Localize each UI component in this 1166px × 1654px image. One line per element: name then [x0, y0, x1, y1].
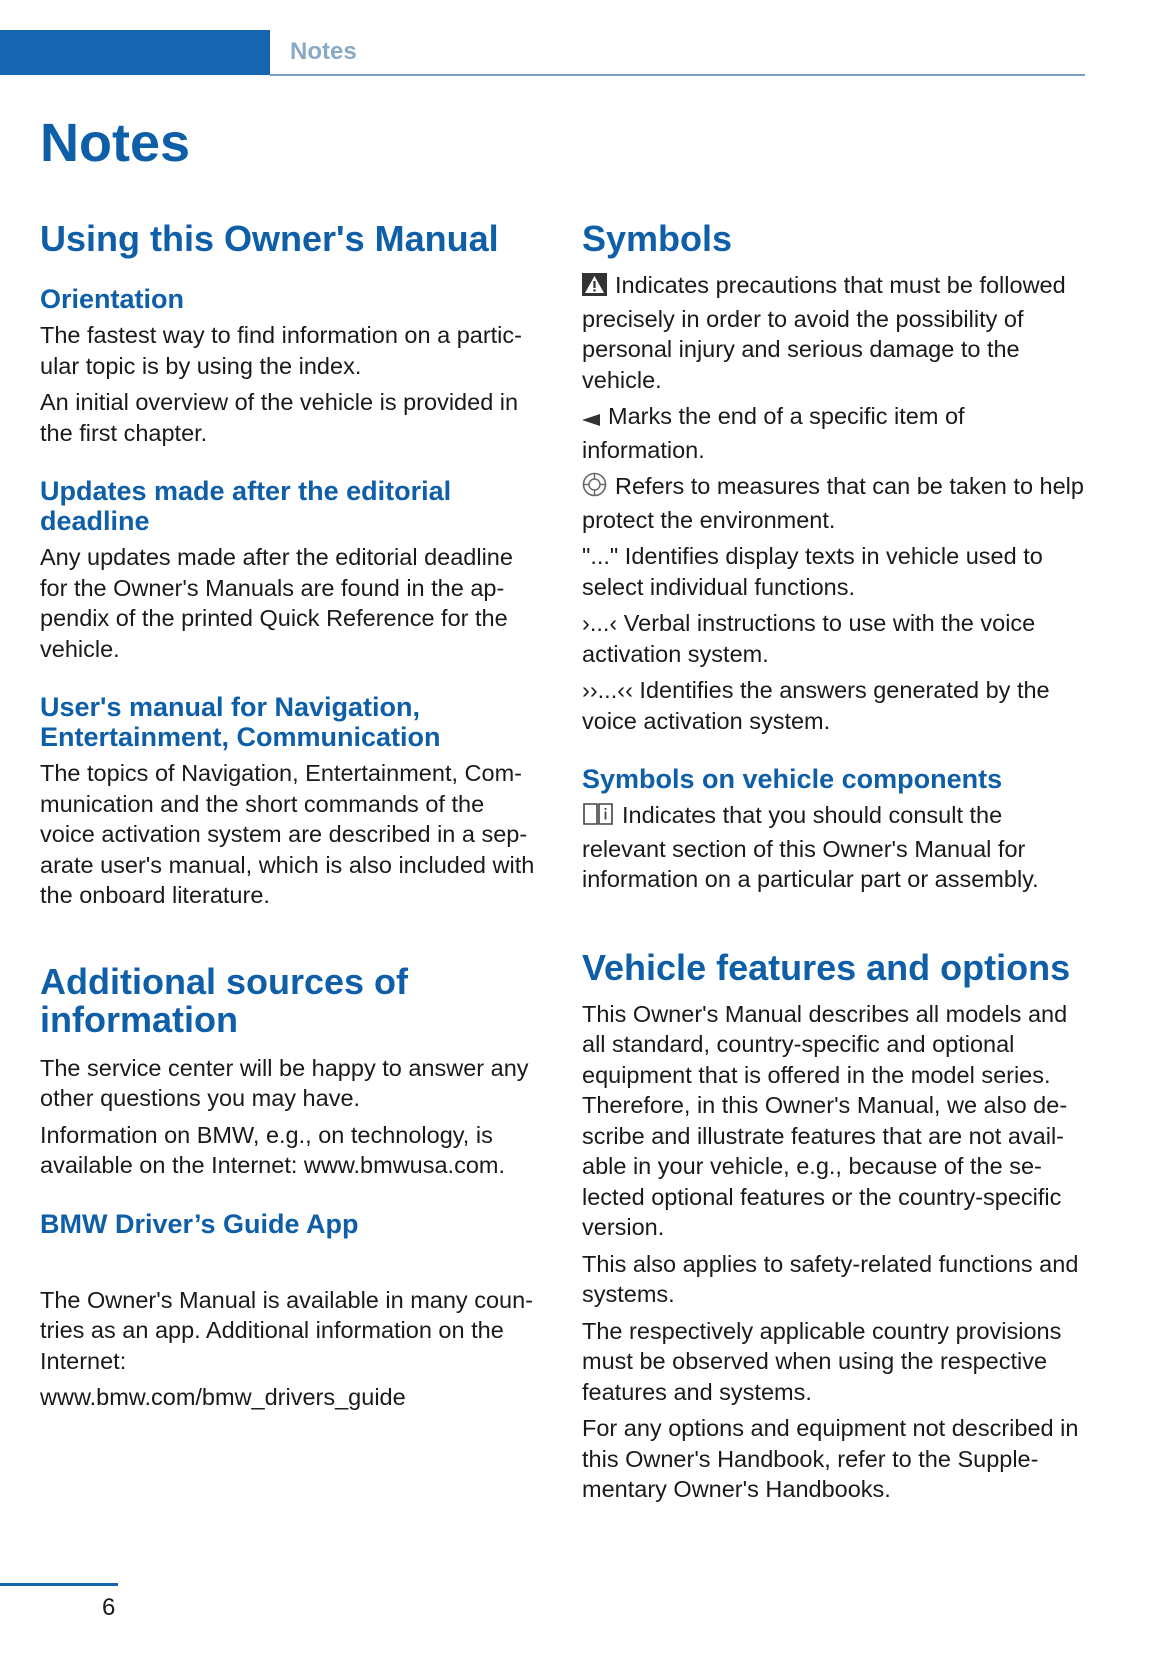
drivers-guide-app-heading: BMW Driver’s Guide App	[40, 1208, 359, 1239]
orientation-heading: Orientation	[40, 284, 185, 314]
symbol-text: Refers to measures that can be taken to help protect the environment.	[582, 473, 1084, 533]
footer-rule	[0, 1583, 118, 1586]
symbol-item-environment	[582, 471, 1087, 535]
header-rule	[270, 74, 1085, 76]
page-title: Notes	[40, 113, 191, 173]
header-accent-bar	[0, 30, 270, 75]
additional-paragraph-2: Information on BMW, e.g., on technology, is available on the Internet: www.bmwusa.com.	[40, 1121, 506, 1178]
components-heading: Symbols on vehicle components	[582, 764, 1003, 794]
nav-manual-heading: User's manual for Navigation, Entertainment, Communication	[40, 692, 441, 752]
environment-icon	[582, 472, 607, 505]
header-section-label: Notes	[290, 38, 357, 65]
nav-manual-paragraph: The topics of Navigation, Entertainment, Com-munication and the short commands of the voice activation system are described in a sep-arate user's manual, which is also included with the onboard literature.	[40, 760, 535, 908]
updates-heading: Updates made after the editorial deadline	[40, 476, 452, 536]
left-column	[40, 220, 545, 1413]
app-url: www.bmw.com/bmw_drivers_guide	[40, 1384, 406, 1410]
symbol-text: Indicates precautions that must be followed precisely in order to avoid the possibility of personal injury and serious damage to the vehicle.	[582, 272, 1066, 393]
right-column	[582, 220, 1087, 1505]
symbol-item-warning	[582, 270, 1087, 395]
updates-paragraph: Any updates made after the editorial deadline for the Owner's Manuals are found in the ap-pendix of the printed Quick Reference for the vehicle.	[40, 544, 513, 662]
features-paragraph-4: For any options and equipment not described in this Owner's Handbook, refer to the Supple-mentary Owner's Handbooks.	[582, 1415, 1079, 1502]
warning-triangle-icon	[582, 273, 607, 304]
features-paragraph-3: The respectively applicable country provisions must be observed when using the respective features and systems.	[582, 1317, 1062, 1405]
components-text: Indicates that you should consult the relevant section of this Owner's Manual for information on a particular part or assembly.	[582, 802, 1039, 892]
orientation-paragraph-2: An initial overview of the vehicle is provided in the first chapter.	[40, 389, 519, 446]
manual-book-icon	[582, 802, 614, 834]
components-paragraph	[582, 800, 1087, 895]
using-manual-heading: Using this Owner's Manual	[40, 218, 499, 259]
symbol-item-verbal-instructions: ›...‹ Verbal instructions to use with the voice activation system.	[582, 610, 1036, 667]
app-paragraph: The Owner's Manual is available in many coun-tries as an app. Additional information on the Internet:	[40, 1286, 533, 1374]
features-paragraph-2: This also applies to safety-related functions and systems.	[582, 1250, 1079, 1307]
symbol-item-end-mark	[582, 401, 1087, 465]
additional-paragraph-1: The service center will be happy to answer any other questions you may have.	[40, 1054, 529, 1111]
features-paragraph-1: This Owner's Manual describes all models and all standard, country-specific and optional equipment that is offered in the model series. Therefore, in this Owner's Manual, we also de-scribe and illustrate features that are not avail-able in your vehicle, e.g., because of the se-lected optional features or the country-specific version.	[582, 1000, 1068, 1240]
orientation-paragraph-1: The fastest way to find information on a partic-ular topic is by using the index.	[40, 322, 522, 379]
vehicle-features-heading: Vehicle features and options	[582, 946, 1071, 988]
additional-sources-heading: Additional sources of information	[40, 960, 409, 1040]
symbol-item-display-text: "..." Identifies display texts in vehicle used to select individual functions.	[582, 543, 1043, 600]
symbol-item-voice-answers: ››...‹‹ Identifies the answers generated by the voice activation system.	[582, 677, 1050, 734]
page-number: 6	[102, 1594, 116, 1621]
symbols-heading: Symbols	[582, 218, 733, 259]
symbol-text: Marks the end of a specific item of information.	[582, 403, 965, 463]
end-mark-icon	[582, 404, 600, 435]
